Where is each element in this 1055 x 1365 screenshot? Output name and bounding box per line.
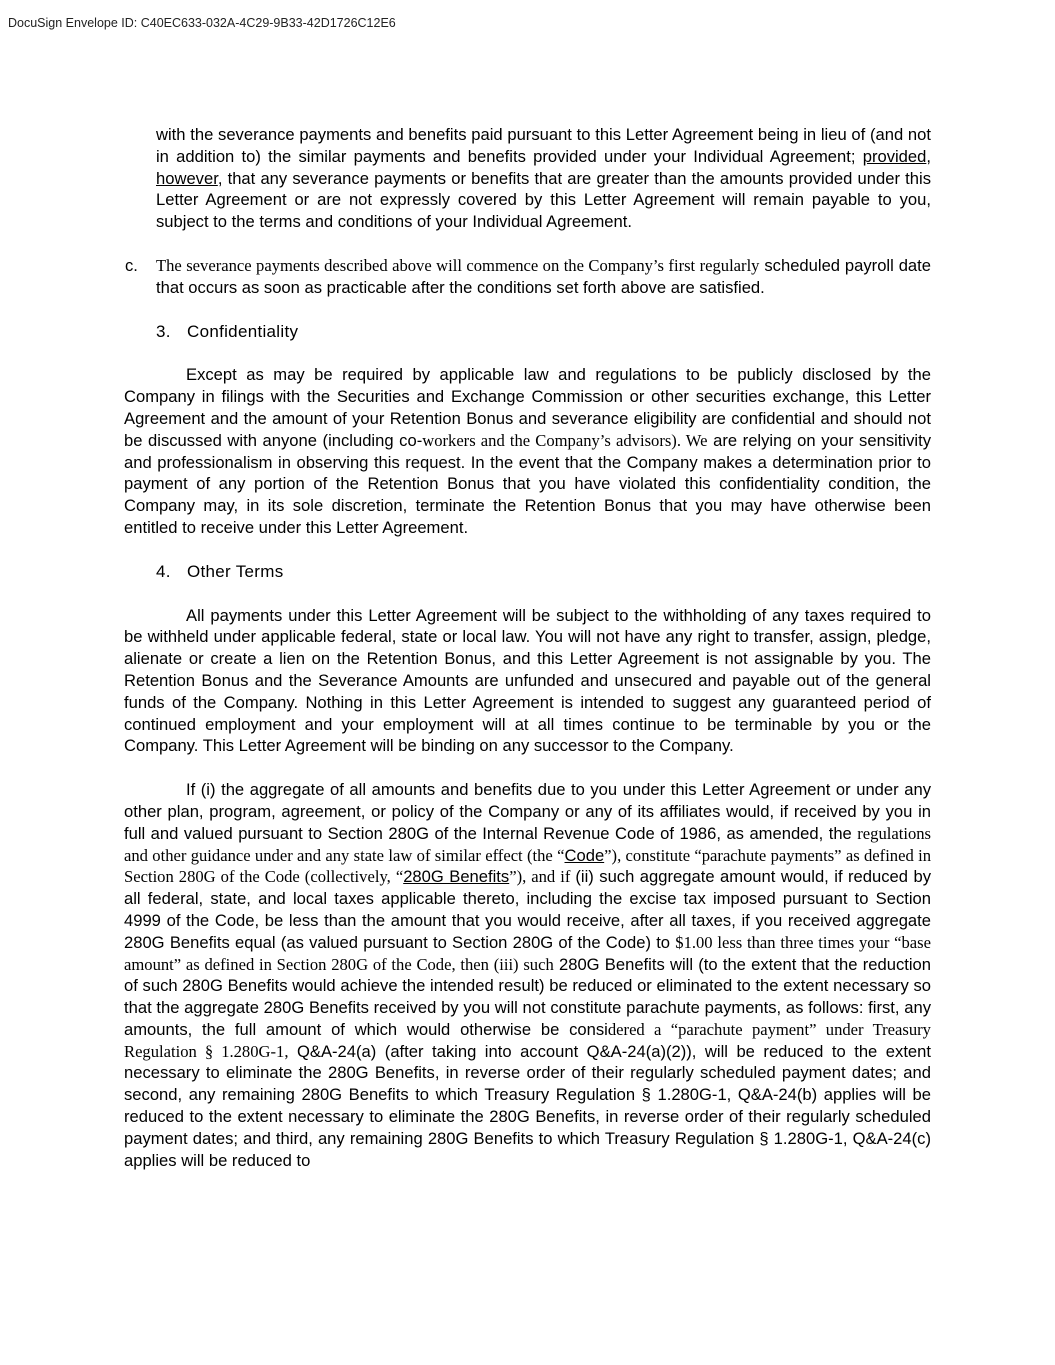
280g-text-c: 280G Benefits will (to the extent that the reduction of such 280G Benefits would achieve the intended result) be reduced or eliminated to the extent necessary so that the aggregate 280G Benefits received by you will not constitute parachute payments, as follows: first, any amounts, the full amount of which would otherwise be consi bbox=[124, 954, 931, 1039]
item-c-marker: c. bbox=[125, 255, 138, 275]
280g-text-a: If (i) the aggregate of all amounts and benefits due to you under this Letter Agreement or under any other plan, program, agreement, or policy of the Company or any of its affiliates would, if received by you in full and valued pursuant to Section 280G of the Internal Revenue Code of 1986, as amended, the bbox=[124, 780, 931, 843]
severance-continuation-paragraph bbox=[156, 124, 931, 233]
section-4-heading bbox=[156, 561, 931, 583]
item-c-text-sans: scheduled payroll date that occurs as soon as practicable after the conditions set forth above are satisfied. bbox=[156, 255, 931, 297]
continuation-comma: , bbox=[926, 146, 931, 166]
280g-text-serif-1: regulations and other guidance under and any state law of similar effect (the “ bbox=[124, 823, 931, 865]
confidentiality-text-a: Except as may be required by applicable law and regulations to be publicly disclosed by the Company in filings with the Securities and Exchange Commission or other securities exchange, this Letter Agreement and the amount of your Retention Bonus and severance eligibility are confidential and should not be discussed with anyone (including co- bbox=[124, 365, 931, 450]
280g-text-b: (ii) such aggregate amount would, if reduced by all federal, state, and local taxes applicable thereto, including the excise tax imposed pursuant to Section 4999 of the Code, be less than the amount that you would receive, after all taxes, if you received aggregate 280G Benefits equal (as valued pursuant to Section 280G of the Code) to bbox=[124, 867, 931, 952]
confidentiality-text-b: are relying on your sensitivity and professionalism in observing this request. In the event that the Company makes a determination prior to payment of any portion of the Retention Bonus that you have violated this confidentiality condition, the Company may, in its sole discretion, terminate the Retention Bonus that you may have otherwise been entitled to receive under this Letter Agreement. bbox=[124, 430, 931, 537]
confidentiality-text-serif: workers and the Company’s advisors). We bbox=[422, 430, 708, 450]
280g-text-serif-2: ”), constitute “parachute payments” as defined in Section 280G of the Code (collectively, “ bbox=[124, 845, 932, 887]
section-3-number: 3. bbox=[156, 321, 171, 341]
section-4-number: 4. bbox=[156, 561, 171, 581]
280g-text-serif-4: $1.00 less than three times your “base amount” as defined in Section 280G of the Code, then (iii) such bbox=[124, 932, 931, 974]
280g-text-serif-3: ”), and if bbox=[509, 867, 576, 887]
docusign-envelope-id: DocuSign Envelope ID: C40EC633-032A-4C29-9B33-42D1726C12E6 bbox=[8, 16, 396, 30]
continuation-text-b: , that any severance payments or benefits that are greater than the amounts provided under this Letter Agreement or are not expressly covered by this Letter Agreement will remain payable to you, subject to the terms and conditions of your Individual Agreement. bbox=[156, 168, 931, 232]
280g-benefits-defined-term: 280G Benefits bbox=[403, 867, 510, 887]
provided-term: provided bbox=[862, 146, 927, 166]
other-terms-paragraph-1: All payments under this Letter Agreement will be subject to the withholding of any taxes required to be withheld under applicable federal, state or local law. You will not have any right to transfer, assign, pledge, alienate or create a lien on the Retention Bonus, and this Letter Agreement is not assignable by you. The Retention Bonus and the Severance Amounts are unfunded and unsecured and payable out of the general funds of the Company. Nothing in this Letter Agreement is intended to suggest any guaranteed period of continued employment and your employment will at all times continue to be terminable by you or the Company. This Letter Agreement will be binding on any successor to the Company. bbox=[124, 605, 931, 756]
section-4-title: Other Terms bbox=[187, 561, 284, 581]
code-defined-term: Code bbox=[564, 845, 605, 865]
280g-text-d: Q&A-24(a) (after taking into account Q&A-24(a)(2)), will be reduced to the extent necessary to eliminate the 280G Benefits, in reverse order of their regularly scheduled payment dates; and second, any remaining 280G Benefits to which Treasury Regulation § 1.280G-1, Q&A-24(b) applies will be reduced to the extent necessary to eliminate the 280G Benefits, in reverse order of their regularly scheduled payment dates; and third, any remaining 280G Benefits to which Treasury Regulation § 1.280G-1, Q&A-24(c) applies will be reduced to bbox=[124, 1041, 931, 1170]
however-term: however bbox=[156, 168, 218, 188]
item-c-paragraph bbox=[125, 255, 931, 299]
letter-page-body bbox=[124, 124, 931, 1171]
section-3-title: Confidentiality bbox=[187, 321, 299, 341]
confidentiality-paragraph bbox=[124, 364, 931, 538]
280g-text-serif-5: dered a “parachute payment” under Treasury Regulation § 1.280G-1, bbox=[124, 1019, 931, 1061]
item-c-text-serif: The severance payments described above will commence on the Company’s first regularly bbox=[156, 255, 760, 275]
continuation-text-a: with the severance payments and benefits paid pursuant to this Letter Agreement being in lieu of (and not in addition to) the similar payments and benefits provided under your Individual Agreement; bbox=[156, 125, 931, 166]
section-3-heading bbox=[156, 321, 931, 343]
280g-paragraph bbox=[124, 779, 931, 1171]
